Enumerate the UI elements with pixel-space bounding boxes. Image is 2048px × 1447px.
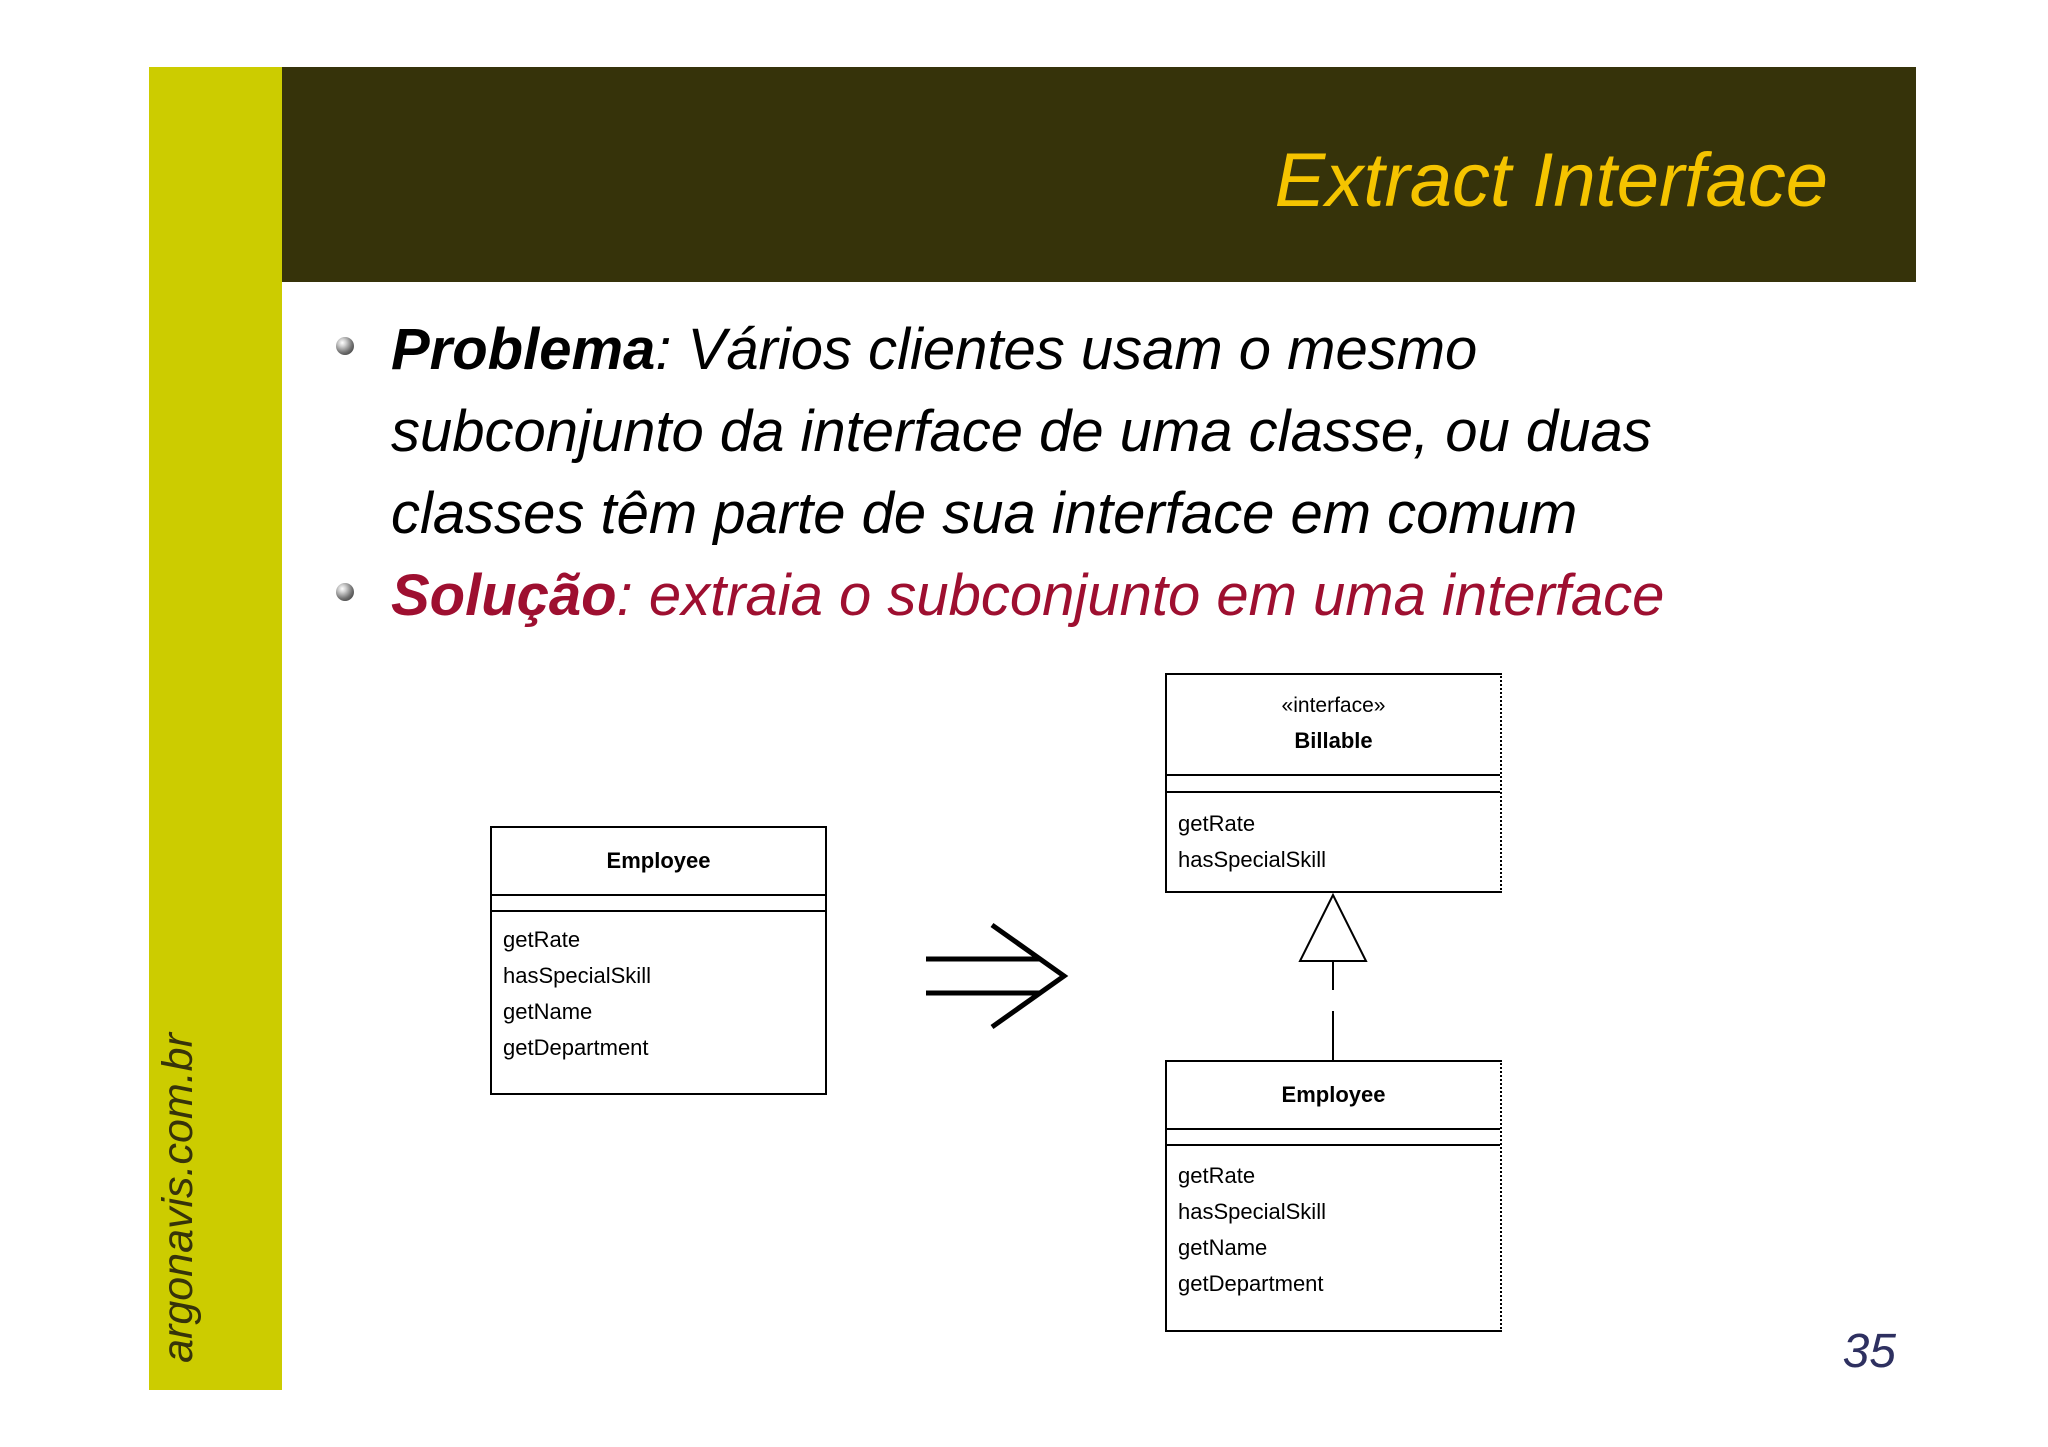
uml-method: hasSpecialSkill xyxy=(1178,847,1326,872)
uml-attributes-compartment xyxy=(1167,1130,1500,1146)
bullet-problem-line-1 xyxy=(391,309,1664,391)
uml-method: getRate xyxy=(503,927,581,952)
uml-method: hasSpecialSkill xyxy=(503,963,651,988)
uml-class-name: Employee xyxy=(606,848,711,873)
bullet-list xyxy=(391,309,1664,637)
uml-method: getDepartment xyxy=(1178,1271,1324,1296)
site-url-vertical: argonavis.com.br xyxy=(154,1033,202,1363)
uml-method: getName xyxy=(503,999,593,1024)
bullet-problem-text: : Vários clientes usam o mesmo xyxy=(655,317,1478,382)
bullet-problem-line-2 xyxy=(391,391,1664,473)
uml-method: getRate xyxy=(1178,1163,1256,1188)
uml-attributes-compartment xyxy=(1167,776,1500,793)
bullet-solution-text: : extraia o subconjunto em uma interface xyxy=(616,563,1665,628)
uml-methods-compartment xyxy=(492,912,825,1066)
bullet-problem-text: classes têm parte de sua interface em comum xyxy=(391,481,1578,546)
bullet-problem-line-3 xyxy=(391,473,1664,555)
bullet-problem-label: Problema xyxy=(391,317,656,382)
uml-attributes-compartment xyxy=(492,896,825,912)
sphere-bullet-icon xyxy=(336,337,354,355)
uml-interface-billable xyxy=(1165,673,1502,893)
arrow-head xyxy=(992,925,1064,1027)
realization-triangle xyxy=(1300,895,1366,961)
uml-class-header xyxy=(1167,1062,1500,1130)
uml-stereotype: «interface» xyxy=(1281,694,1386,717)
uml-interface-header xyxy=(1167,675,1500,776)
bullet-solution-line-1 xyxy=(391,555,1664,637)
uml-class-employee-after xyxy=(1165,1060,1502,1332)
uml-interface-name: Billable xyxy=(1294,728,1373,753)
realization-arrow-icon xyxy=(1290,890,1380,1062)
sphere-bullet-icon xyxy=(336,583,354,601)
uml-method: hasSpecialSkill xyxy=(1178,1199,1326,1224)
uml-method: getRate xyxy=(1178,811,1256,836)
uml-class-header xyxy=(492,828,825,896)
bullet-solution-label: Solução xyxy=(391,563,617,628)
uml-class-name: Employee xyxy=(1281,1082,1386,1107)
bullet-problem-text: subconjunto da interface de uma classe, ou duas xyxy=(391,399,1652,464)
double-right-arrow-icon xyxy=(920,915,1070,1035)
page-number: 35 xyxy=(1842,1325,1896,1378)
slide-title: Extract Interface xyxy=(1274,138,1828,223)
uml-methods-compartment xyxy=(1167,793,1500,878)
uml-method: getDepartment xyxy=(503,1035,649,1060)
uml-method: getName xyxy=(1178,1235,1268,1260)
uml-methods-compartment xyxy=(1167,1146,1500,1302)
uml-class-employee-before xyxy=(490,826,827,1095)
